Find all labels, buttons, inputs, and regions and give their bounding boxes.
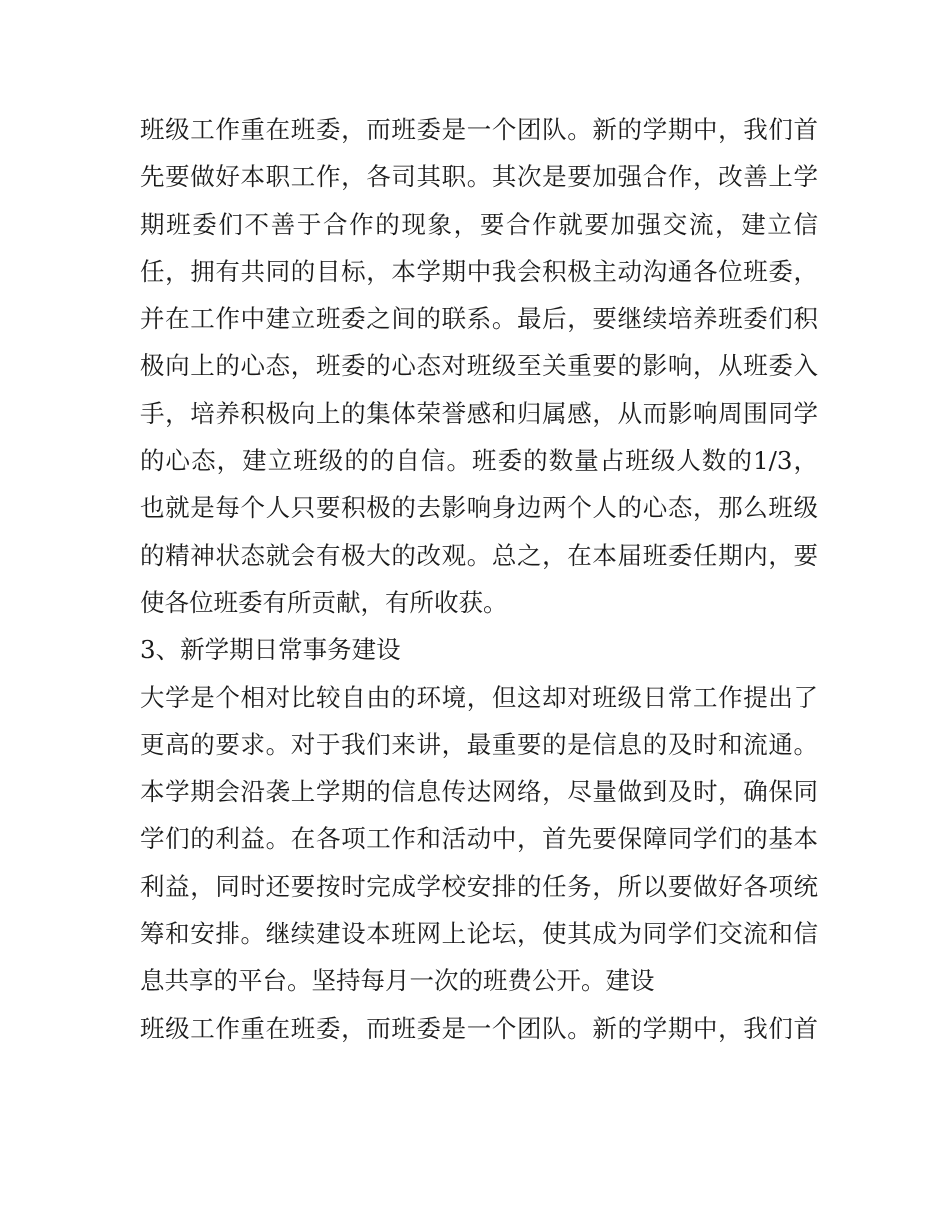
document-body — [140, 106, 818, 1052]
text-line: 极向上的心态，班委的心态对班级至关重要的影响，从班委入 — [140, 351, 818, 381]
text-line: 也就是每个人只要积极的去影响身边两个人的心态，那么班级 — [140, 493, 818, 523]
text-line: 班级工作重在班委，而班委是一个团队。新的学期中，我们首 — [140, 1013, 818, 1043]
text-line: 期班委们不善于合作的现象，要合作就要加强交流，建立信 — [140, 209, 818, 239]
text-line: 利益，同时还要按时完成学校安排的任务，所以要做好各项统 — [140, 871, 818, 901]
text-line: 并在工作中建立班委之间的联系。最后，要继续培养班委们积 — [140, 304, 818, 334]
text-line: 更高的要求。对于我们来讲，最重要的是信息的及时和流通。 — [140, 729, 818, 759]
text-line: 3、新学期日常事务建设 — [140, 635, 401, 665]
text-line: 大学是个相对比较自由的环境，但这却对班级日常工作提出了 — [140, 682, 818, 712]
text-line: 本学期会沿袭上学期的信息传达网络，尽量做到及时，确保同 — [140, 777, 818, 807]
text-line: 息共享的平台。坚持每月一次的班费公开。建设 — [140, 966, 655, 996]
text-line: 学们的利益。在各项工作和活动中，首先要保障同学们的基本 — [140, 824, 818, 854]
text-line: 的心态，建立班级的的自信。班委的数量占班级人数的1/3， — [140, 446, 818, 476]
text-line: 手，培养积极向上的集体荣誉感和归属感，从而影响周围同学 — [140, 398, 818, 428]
text-line: 使各位班委有所贡献，有所收获。 — [140, 587, 508, 617]
text-line: 筹和安排。继续建设本班网上论坛，使其成为同学们交流和信 — [140, 919, 818, 949]
text-line: 任，拥有共同的目标，本学期中我会积极主动沟通各位班委， — [140, 256, 818, 286]
text-line: 的精神状态就会有极大的改观。总之，在本届班委任期内，要 — [140, 540, 818, 570]
text-line: 班级工作重在班委，而班委是一个团队。新的学期中，我们首 — [140, 115, 818, 144]
text-line: 先要做好本职工作，各司其职。其次是要加强合作，改善上学 — [140, 162, 818, 192]
